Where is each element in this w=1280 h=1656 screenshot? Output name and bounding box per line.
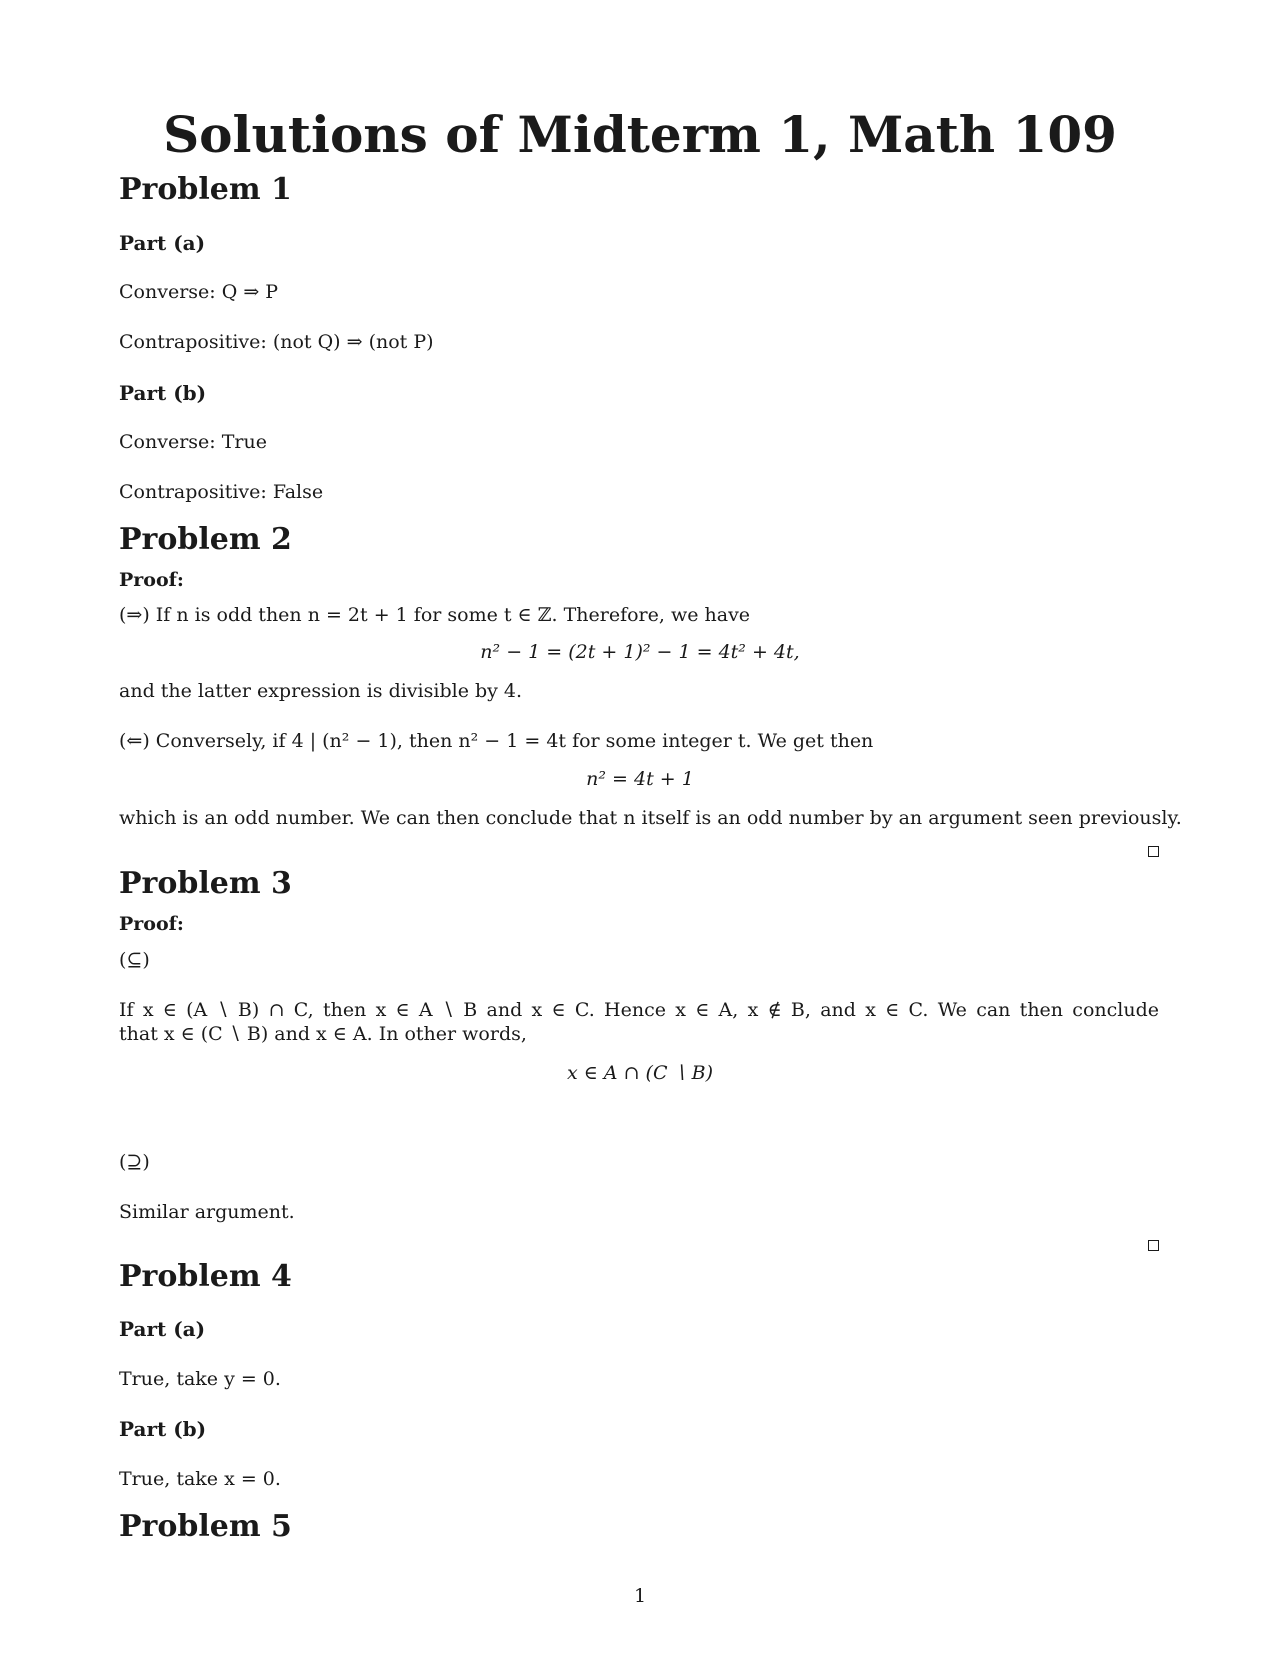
problem-1-part-a-heading: Part (a) bbox=[119, 231, 206, 255]
problem-1-part-b-converse: Converse: True bbox=[119, 431, 267, 453]
problem-4-part-b-heading: Part (b) bbox=[119, 1417, 207, 1441]
problem-2-backward-display: n² = 4t + 1 bbox=[586, 768, 694, 790]
problem-4-part-b-text: True, take x = 0. bbox=[119, 1468, 281, 1490]
problem-5-heading: Problem 5 bbox=[119, 1509, 292, 1544]
problem-1-heading: Problem 1 bbox=[119, 172, 292, 207]
qed-square-icon bbox=[1148, 846, 1159, 857]
problem-3-subset-display: x ∈ A ∩ (C ∖ B) bbox=[566, 1062, 714, 1084]
problem-3-superset-text: Similar argument. bbox=[119, 1201, 295, 1223]
problem-4-part-a-heading: Part (a) bbox=[119, 1317, 206, 1341]
page-number: 1 bbox=[633, 1585, 647, 1607]
problem-3-superset-label: (⊇) bbox=[119, 1151, 150, 1173]
problem-3-proof-label: Proof: bbox=[119, 913, 184, 935]
problem-4-part-a-text: True, take y = 0. bbox=[119, 1368, 281, 1390]
problem-2-forward-line: (⇒) If n is odd then n = 2t + 1 for some t ∈ ℤ. Therefore, we have bbox=[119, 604, 751, 626]
problem-2-forward-display: n² − 1 = (2t + 1)² − 1 = 4t² + 4t, bbox=[480, 641, 800, 663]
problem-3-subset-line-2: that x ∈ (C ∖ B) and x ∈ A. In other words, bbox=[119, 1023, 527, 1045]
problem-1-part-b-contrapositive: Contrapositive: False bbox=[119, 481, 324, 503]
problem-2-forward-conclusion: and the latter expression is divisible by 4. bbox=[119, 680, 523, 702]
problem-2-backward-line: (⇐) Conversely, if 4 | (n² − 1), then n² − 1 = 4t for some integer t. We get then bbox=[119, 730, 874, 752]
problem-3-subset-label: (⊆) bbox=[119, 949, 150, 971]
problem-1-part-a-contrapositive: Contrapositive: (not Q) ⇒ (not P) bbox=[119, 331, 434, 353]
problem-2-proof-label: Proof: bbox=[119, 569, 184, 591]
problem-2-heading: Problem 2 bbox=[119, 522, 292, 557]
problem-1-part-a-converse: Converse: Q ⇒ P bbox=[119, 281, 279, 303]
problem-4-heading: Problem 4 bbox=[119, 1259, 292, 1294]
problem-2-backward-conclusion: which is an odd number. We can then conclude that n itself is an odd number by an argument seen previously. bbox=[119, 807, 1182, 829]
problem-3-heading: Problem 3 bbox=[119, 866, 292, 901]
page-title: Solutions of Midterm 1, Math 109 bbox=[163, 105, 1117, 164]
problem-3-subset-line-1: If x ∈ (A ∖ B) ∩ C, then x ∈ A ∖ B and x ∈ C. Hence x ∈ A, x ∉ B, and x ∈ C. We can then conclude bbox=[119, 999, 1159, 1021]
problem-1-part-b-heading: Part (b) bbox=[119, 381, 207, 405]
qed-square-icon bbox=[1148, 1240, 1159, 1251]
